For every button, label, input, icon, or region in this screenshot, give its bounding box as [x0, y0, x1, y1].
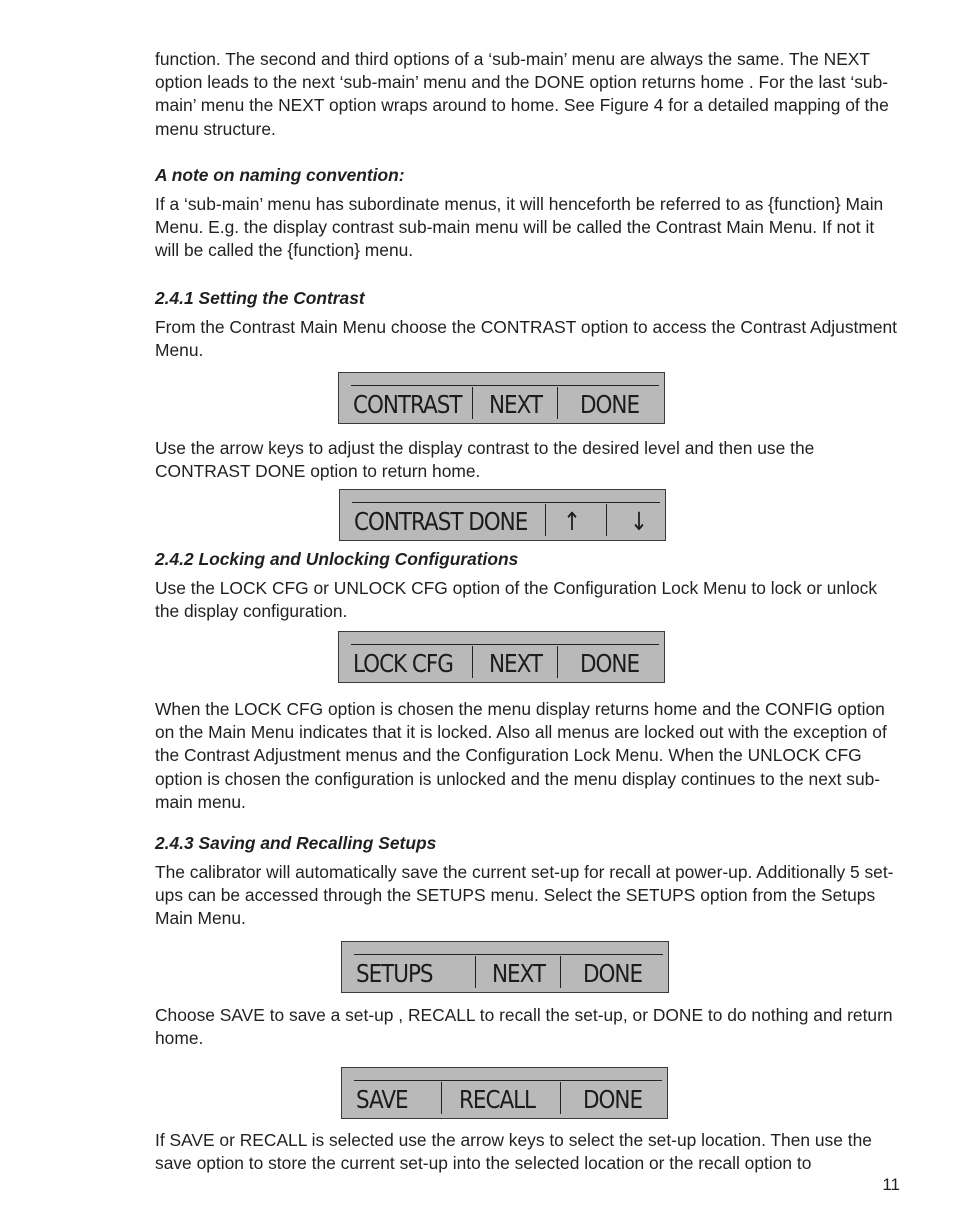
lcd-top-rule [354, 954, 663, 955]
section-2-4-3-heading: 2.4.3 Saving and Recalling Setups [155, 833, 437, 853]
save-recall-paragraph: If SAVE or RECALL is selected use the arrow keys to select the set-up location. Then use the save option to store the current set-up into the selected location or the recall option to [155, 1130, 872, 1174]
naming-convention-heading: A note on naming convention: [155, 165, 405, 185]
lcd-separator [606, 504, 607, 536]
lcd-top-rule [352, 502, 660, 503]
down-arrow-icon: ↓ [630, 507, 647, 536]
setups-choice-paragraph: Choose SAVE to save a set-up , RECALL to recall the set-up, or DONE to do nothing and return home. [155, 1005, 893, 1049]
naming-convention-paragraph: If a ‘sub-main’ menu has subordinate menus, it will henceforth be referred to as {function} Main Menu. E.g. the display contrast sub-main menu will be called the Contrast Main Menu. If not it will be called the {function} menu. [155, 194, 884, 261]
lcd-separator [472, 387, 473, 419]
lcd-option-contrast: CONTRAST [353, 390, 462, 419]
lcd-separator [560, 1082, 561, 1114]
lcd-separator [557, 646, 558, 678]
lcd-separator [472, 646, 473, 678]
up-arrow-icon: ↑ [563, 507, 580, 536]
lcd-top-rule [351, 385, 659, 386]
lcd-separator [557, 387, 558, 419]
lcd-option-next: NEXT [489, 649, 543, 678]
lcd-option-recall: RECALL [459, 1085, 536, 1114]
lcd-lock-menu [338, 631, 665, 683]
lcd-option-save: SAVE [356, 1085, 408, 1114]
lcd-separator [441, 1082, 442, 1114]
lcd-option-done: DONE [580, 390, 640, 419]
lcd-option-setups: SETUPS [356, 959, 433, 988]
lcd-top-rule [351, 644, 659, 645]
contrast-intro-paragraph: From the Contrast Main Menu choose the CONTRAST option to access the Contrast Adjustment Menu. [155, 317, 898, 361]
lock-details-paragraph: When the LOCK CFG option is chosen the menu display returns home and the CONFIG option on the Main Menu indicates that it is locked. Also all menus are locked out with the exception of the Contrast Adjustment menus and the Configuration Lock Menu. When the UNLOCK CFG option is chosen the configuration is unlocked and the menu display continues to the next sub-main menu. [155, 699, 887, 812]
lcd-setups-main-menu [341, 941, 669, 993]
lcd-contrast-main-menu [338, 372, 665, 424]
lcd-contrast-adjust-menu [339, 489, 666, 541]
section-2-4-2-heading: 2.4.2 Locking and Unlocking Configurations [155, 549, 519, 569]
lcd-option-next: NEXT [489, 390, 543, 419]
lcd-setups-menu [341, 1067, 668, 1119]
lcd-option-contrast-done: CONTRAST DONE [354, 507, 528, 536]
lcd-separator [560, 956, 561, 988]
lock-intro-paragraph: Use the LOCK CFG or UNLOCK CFG option of the Configuration Lock Menu to lock or unlock the display configuration. [155, 578, 878, 622]
setups-intro-paragraph: The calibrator will automatically save the current set-up for recall at power-up. Additionally 5 set-ups can be accessed through the SETUPS menu. Select the SETUPS option from the Setups Main Menu. [155, 862, 894, 929]
page-number: 11 [882, 1175, 900, 1194]
intro-paragraph: function. The second and third options of a ‘sub-main’ menu are always the same. The NEXT option leads to the next ‘sub-main’ menu and the DONE option returns home . For the last ‘sub-main’ menu the NEXT option wraps around to home. See Figure 4 for a detailed mapping of the menu structure. [155, 49, 889, 139]
lcd-separator [545, 504, 546, 536]
contrast-adjust-paragraph: Use the arrow keys to adjust the display contrast to the desired level and then use the CONTRAST DONE option to return home. [155, 438, 815, 482]
lcd-option-done: DONE [583, 959, 643, 988]
lcd-option-lock-cfg: LOCK CFG [353, 649, 453, 678]
section-2-4-1-heading: 2.4.1 Setting the Contrast [155, 288, 365, 308]
lcd-option-next: NEXT [492, 959, 546, 988]
lcd-option-done: DONE [583, 1085, 643, 1114]
lcd-option-done: DONE [580, 649, 640, 678]
lcd-top-rule [354, 1080, 662, 1081]
lcd-separator [475, 956, 476, 988]
